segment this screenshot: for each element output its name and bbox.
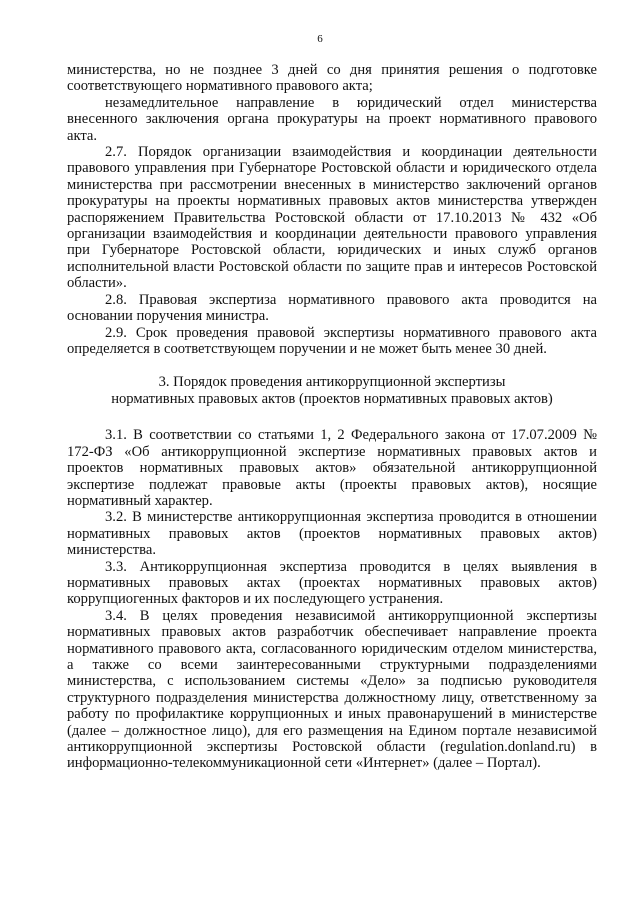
section-heading-line-2: нормативных правовых актов (проектов нормативных правовых актов) xyxy=(111,391,553,408)
section-heading-line-1: 3. Порядок проведения антикоррупционной экспертизы xyxy=(158,374,506,391)
paragraph-3-1: 3.1. В соответствии со статьями 1, 2 Федерального закона от 17.07.2009 № 172-ФЗ «Об антикоррупционной экспертизе нормативных правовых актов и проектов нормативных правовых актов» обязательной антикоррупционной экспертизе подлежат правовые акты (проекты правовых актов), носящие нормативный характер. xyxy=(67,427,597,509)
paragraph-2-8: 2.8. Правовая экспертиза нормативного правового акта проводится на основании поручения министра. xyxy=(67,291,597,325)
paragraph-3-3: 3.3. Антикоррупционная экспертиза проводится в целях выявления в нормативных правовых актах (проектах нормативных правовых актов) коррупциогенных факторов и их последующего устранения. xyxy=(67,558,597,608)
paragraph: незамедлительное направление в юридический отдел министерства внесенного заключения органа прокуратуры на проект нормативного правового акта. xyxy=(67,94,597,144)
paragraph: министерства, но не позднее 3 дней со дня принятия решения о подготовке соответствующего нормативного правового акта; xyxy=(67,62,597,95)
paragraph-2-7: 2.7. Порядок организации взаимодействия и координации деятельности правового управления при Губернаторе Ростовской области и юридического отдела министерства при рассмотрении внесенных в министерство заключений органов прокуратуры на проекты нормативных правовых актов министерства утвержден распоряжением Правительства Ростовской области от 17.10.2013 № 432 «Об организации взаимодействия и координации деятельности правового управления при Губернаторе Ростовской области, юридических и иных служб органов исполнительной власти Ростовской области по защите прав и интересов Ростовской области». xyxy=(67,144,597,292)
page-number: 6 xyxy=(317,33,323,45)
document-body xyxy=(67,62,597,772)
paragraph-3-2: 3.2. В министерстве антикоррупционная экспертиза проводится в отношении нормативных правовых актов (проектов нормативных правовых актов) министерства. xyxy=(67,509,597,559)
paragraph-2-9: 2.9. Срок проведения правовой экспертизы нормативного правового акта определяется в соответствующем поручении и не может быть менее 30 дней. xyxy=(67,324,597,357)
section-heading xyxy=(67,374,597,408)
paragraph-3-4: 3.4. В целях проведения независимой антикоррупционной экспертизы нормативных правовых актов разработчик обеспечивает направление проекта нормативного правового акта, согласованного юридическим отделом министерства, а также со всеми заинтересованными структурными подразделениями министерства, с использованием системы «Дело» за подписью руководителя структурного подразделения министерства должностному лицу, ответственному за работу по профилактике коррупционных и иных правонарушений в министерстве (далее – должностное лицо), для его размещения на Едином портале независимой антикоррупционной экспертизы Ростовской области (regulation.donland.ru) в информационно-телекоммуникационной сети «Интернет» (далее – Портал). xyxy=(67,607,597,772)
